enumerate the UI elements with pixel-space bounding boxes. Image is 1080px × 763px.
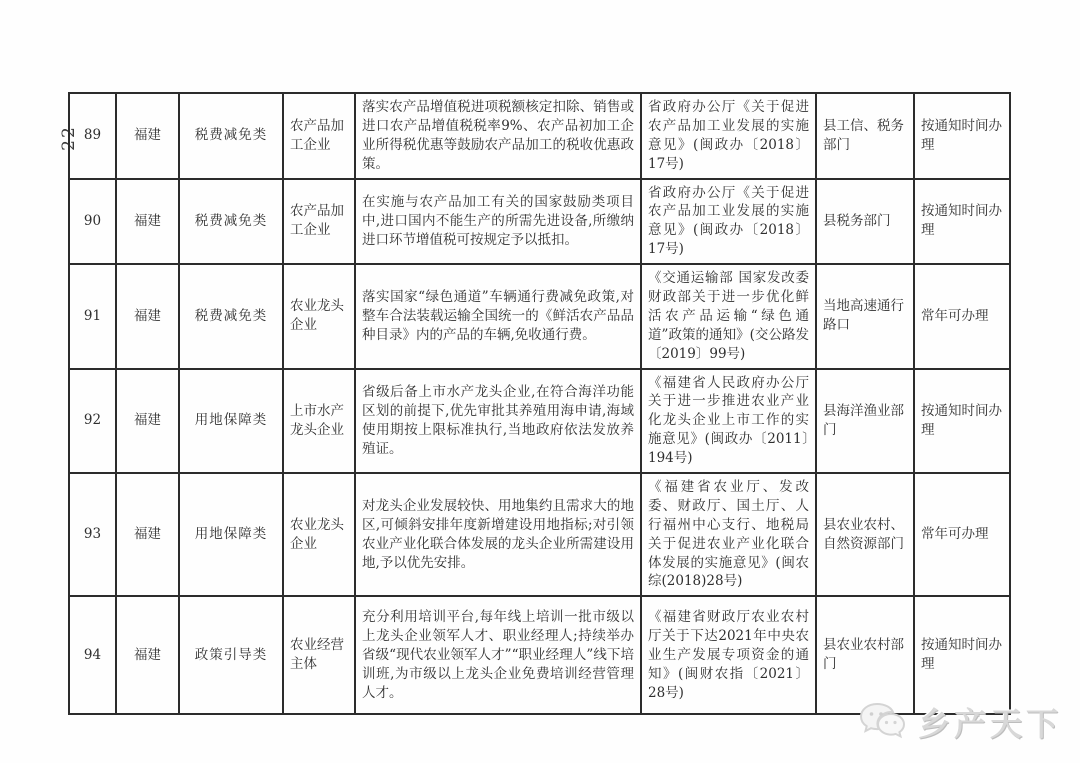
cell-content: 在实施与农产品加工有关的国家鼓励类项目中,进口国内不能生产的所需先进设备,所缴纳进口环节增值税可按规定予以抵扣。 xyxy=(355,179,641,265)
page-number: — 22 — xyxy=(59,98,80,178)
cell-department: 当地高速通行路口 xyxy=(816,264,914,368)
cell-category: 税费减免类 xyxy=(179,264,283,368)
cell-content: 落实国家“绿色通道”车辆通行费减免政策,对整车合法装载运输全国统一的《鲜活农产品品种目录》内的产品的车辆,免收通行费。 xyxy=(355,264,641,368)
cell-content: 省级后备上市水产龙头企业,在符合海洋功能区划的前提下,优先审批其养殖用海申请,海域使用期按上限标准执行,当地政府依法发放养殖证。 xyxy=(355,369,641,473)
policy-table xyxy=(68,92,1011,715)
cell-basis: 《福建省财政厅农业农村厅关于下达2021年中央农业生产发展专项资金的通知》(闽财农指〔2021〕28号) xyxy=(641,596,816,714)
cell-province: 福建 xyxy=(116,264,179,368)
cell-timing: 按通知时间办理 xyxy=(914,596,1010,714)
cell-province: 福建 xyxy=(116,179,179,265)
cell-entity: 农业龙头企业 xyxy=(283,473,355,596)
chat-bubbles-icon xyxy=(858,701,910,743)
brand-watermark xyxy=(858,699,1062,745)
cell-department: 县农业农村、自然资源部门 xyxy=(816,473,914,596)
cell-content: 充分利用培训平台,每年线上培训一批市级以上龙头企业领军人才、职业经理人;持续举办省级“现代农业领军人才”“职业经理人”线下培训班,为市级以上龙头企业免费培训经营管理人才。 xyxy=(355,596,641,714)
table-row xyxy=(69,93,1010,179)
cell-category: 政策引导类 xyxy=(179,596,283,714)
brand-name: 乡产天下 xyxy=(917,705,1062,743)
cell-basis: 《福建省人民政府办公厅关于进一步推进农业产业化龙头企业上市工作的实施意见》(闽政办〔2011〕194号) xyxy=(641,369,816,473)
cell-row-number: 92 xyxy=(69,369,116,473)
cell-province: 福建 xyxy=(116,369,179,473)
cell-row-number: 89 xyxy=(69,93,116,179)
cell-entity: 上市水产龙头企业 xyxy=(283,369,355,473)
cell-category: 税费减免类 xyxy=(179,93,283,179)
table-row xyxy=(69,264,1010,368)
table-row xyxy=(69,596,1010,714)
cell-row-number: 93 xyxy=(69,473,116,596)
cell-content: 落实农产品增值税进项税额核定扣除、销售或进口农产品增值税税率9%、农产品初加工企业所得税优惠等鼓励农产品加工的税收优惠政策。 xyxy=(355,93,641,179)
cell-row-number: 94 xyxy=(69,596,116,714)
cell-entity: 农产品加工企业 xyxy=(283,93,355,179)
cell-entity: 农业龙头企业 xyxy=(283,264,355,368)
cell-basis: 省政府办公厅《关于促进农产品加工业发展的实施意见》(闽政办〔2018〕17号) xyxy=(641,93,816,179)
cell-department: 县农业农村部门 xyxy=(816,596,914,714)
cell-timing: 按通知时间办理 xyxy=(914,179,1010,265)
cell-timing: 按通知时间办理 xyxy=(914,93,1010,179)
table-row xyxy=(69,369,1010,473)
cell-entity: 农业经营主体 xyxy=(283,596,355,714)
table-row xyxy=(69,179,1010,265)
cell-timing: 常年可办理 xyxy=(914,264,1010,368)
cell-timing: 常年可办理 xyxy=(914,473,1010,596)
cell-category: 税费减免类 xyxy=(179,179,283,265)
cell-content: 对龙头企业发展较快、用地集约且需求大的地区,可倾斜安排年度新增建设用地指标;对引领农业产业化联合体发展的龙头企业所需建设用地,予以优先安排。 xyxy=(355,473,641,596)
cell-department: 县海洋渔业部门 xyxy=(816,369,914,473)
cell-category: 用地保障类 xyxy=(179,473,283,596)
cell-row-number: 90 xyxy=(69,179,116,265)
cell-province: 福建 xyxy=(116,93,179,179)
cell-basis: 《福建省农业厅、发改委、财政厅、国土厅、人行福州中心支行、地税局关于促进农业产业化联合体发展的实施意见》(闽农综(2018)28号) xyxy=(641,473,816,596)
table-row xyxy=(69,473,1010,596)
cell-category: 用地保障类 xyxy=(179,369,283,473)
cell-province: 福建 xyxy=(116,473,179,596)
cell-basis: 《交通运输部 国家发改委 财政部关于进一步优化鲜活农产品运输“绿色通道”政策的通知》(交公路发〔2019〕99号) xyxy=(641,264,816,368)
cell-department: 县工信、税务部门 xyxy=(816,93,914,179)
cell-timing: 按通知时间办理 xyxy=(914,369,1010,473)
cell-entity: 农产品加工企业 xyxy=(283,179,355,265)
cell-province: 福建 xyxy=(116,596,179,714)
cell-row-number: 91 xyxy=(69,264,116,368)
cell-basis: 省政府办公厅《关于促进农产品加工业发展的实施意见》(闽政办〔2018〕17号) xyxy=(641,179,816,265)
cell-department: 县税务部门 xyxy=(816,179,914,265)
